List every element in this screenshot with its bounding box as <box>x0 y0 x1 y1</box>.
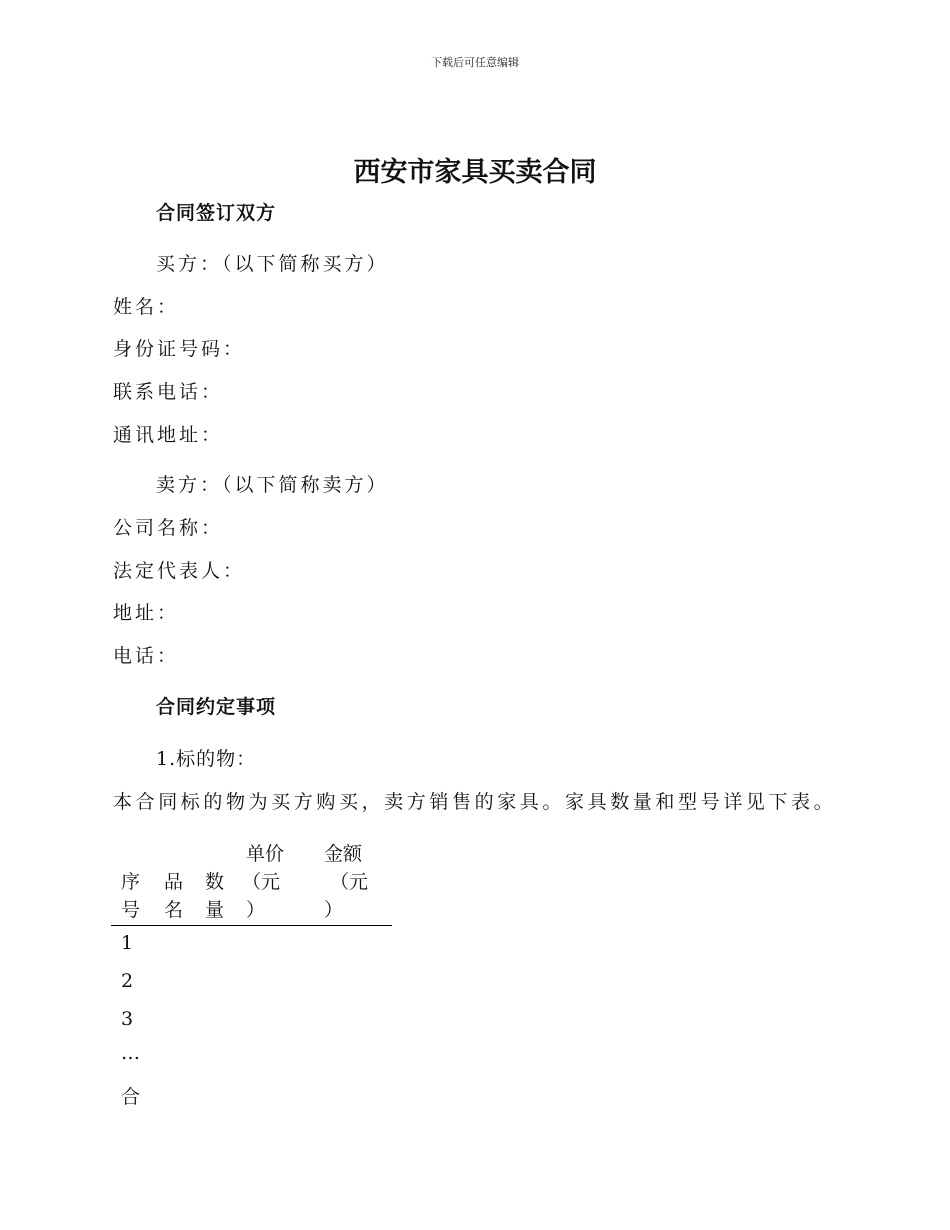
table-header-price: 单价 （元 ） <box>242 843 285 921</box>
seller-company-field: 公司名称： <box>113 517 224 539</box>
table-row-ellipsis: … <box>121 1042 140 1064</box>
table-row-total: 合 <box>121 1086 141 1108</box>
seller-address-field: 地址： <box>113 602 180 624</box>
buyer-address-field: 通讯地址： <box>113 424 224 446</box>
table-header-qty: 数 量 <box>205 871 225 921</box>
section-heading-parties: 合同签订双方 <box>156 202 277 224</box>
table-header-amount: 金额 （元 ） <box>324 843 369 921</box>
table-row-3: 3 <box>121 1008 134 1030</box>
table-header-name: 品 名 <box>164 871 184 921</box>
buyer-label: 买方：（以下简称买方） <box>156 253 389 275</box>
table-row-2: 2 <box>121 970 134 992</box>
item1-label: 1.标的物： <box>156 748 257 770</box>
buyer-name-field: 姓名： <box>113 296 180 318</box>
section-heading-terms: 合同约定事项 <box>156 696 277 718</box>
header-note: 下载后可任意编辑 <box>431 56 519 69</box>
buyer-id-field: 身份证号码： <box>113 338 246 360</box>
table-header-rule <box>111 925 392 926</box>
buyer-phone-field: 联系电话： <box>113 381 224 403</box>
seller-phone-field: 电话： <box>113 645 180 667</box>
table-header-seq: 序 号 <box>121 871 141 921</box>
item1-text: 本合同标的物为买方购买，卖方销售的家具。家具数量和型号详见下表。 <box>113 791 837 813</box>
seller-label: 卖方：（以下简称卖方） <box>156 474 389 496</box>
seller-representative-field: 法定代表人： <box>113 560 246 582</box>
document-title: 西安市家具买卖合同 <box>353 157 597 188</box>
table-row-1: 1 <box>121 932 134 954</box>
